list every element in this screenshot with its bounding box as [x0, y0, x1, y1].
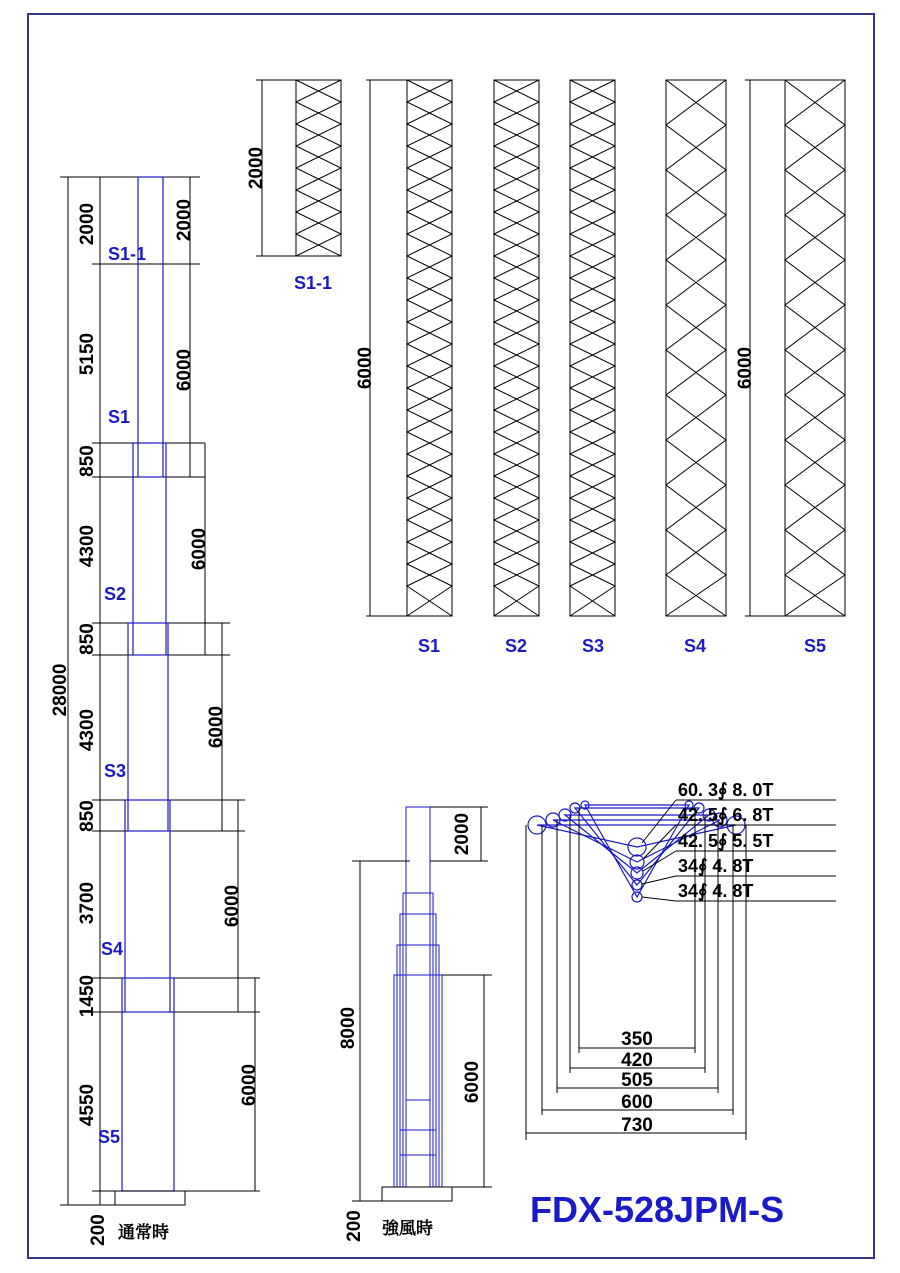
storm-base-dim: 200 — [344, 1210, 365, 1242]
label-s3: S3 — [104, 761, 127, 781]
seg-dim-7: 850 — [77, 800, 98, 832]
section-details — [256, 80, 845, 616]
pipe-spec-4: 34∮ 4. 8T — [678, 856, 754, 876]
seg-dim-3: 850 — [77, 445, 98, 477]
label-s2: S2 — [104, 584, 127, 604]
s1-1-caption: S1-1 — [294, 273, 333, 293]
s1-1-length: 2000 — [246, 146, 267, 190]
normal-section-dims — [174, 199, 260, 1106]
cross-section-dims — [526, 800, 836, 1140]
mast-storm — [394, 807, 442, 1187]
storm-overall-dim: 8000 — [338, 1006, 359, 1050]
seg-dim-2: 5150 — [77, 332, 98, 376]
seg-dim-6: 4300 — [77, 708, 98, 752]
label-s1: S1 — [108, 407, 131, 427]
base-offset-dim: 200 — [88, 1214, 109, 1246]
sec-dim-6: 6000 — [239, 1063, 260, 1107]
mast-storm-dims — [352, 807, 492, 1201]
pipe-spec-1: 60. 3∮ 8. 0T — [678, 780, 774, 800]
width-420: 420 — [621, 1050, 653, 1071]
label-s5: S5 — [98, 1127, 121, 1147]
cross-section-texts — [621, 780, 773, 1136]
section-s2 — [494, 80, 539, 616]
caption-s1: S1 — [418, 636, 441, 656]
caption-storm: 強風時 — [382, 1219, 433, 1239]
label-s4: S4 — [101, 939, 124, 959]
caption-normal: 通常時 — [118, 1223, 169, 1243]
base-plate — [115, 1191, 185, 1205]
seg-dim-5: 850 — [77, 623, 98, 655]
width-350: 350 — [621, 1029, 653, 1050]
sec-dim-5: 6000 — [222, 884, 243, 928]
sec-dim-2: 6000 — [174, 348, 195, 392]
caption-s2: S2 — [505, 636, 528, 656]
model-title: FDX-528JPM-S — [530, 1189, 785, 1230]
storm-section-dim: 6000 — [462, 1060, 483, 1104]
section-s5 — [785, 80, 845, 616]
width-730: 730 — [621, 1115, 653, 1136]
sec-dim-3: 6000 — [189, 527, 210, 571]
section-detail-texts — [246, 147, 826, 656]
seg-dim-8: 3700 — [77, 881, 98, 925]
pipe-spec-5: 34∮ 4. 8T — [678, 881, 754, 901]
caption-s5: S5 — [804, 636, 827, 656]
section-s1 — [407, 80, 452, 616]
storm-top-dim: 2000 — [452, 812, 473, 856]
seg-dim-9: 1450 — [77, 974, 98, 1018]
section-s4 — [666, 80, 726, 616]
sec-dim-1: 2000 — [174, 198, 195, 242]
label-s1-1: S1-1 — [108, 244, 147, 264]
pipe-spec-3: 42. 5∮ 5. 5T — [678, 831, 774, 851]
width-505: 505 — [621, 1070, 653, 1091]
pipe-spec-2: 42. 5∮ 6. 8T — [678, 805, 774, 825]
section-s1-1 — [296, 80, 341, 256]
mast-normal-body — [122, 177, 174, 1191]
caption-s3: S3 — [582, 636, 605, 656]
mast-normal — [60, 177, 260, 1205]
overall-dim: 28000 — [50, 663, 71, 717]
width-600: 600 — [621, 1092, 653, 1113]
seg-dim-4: 4300 — [77, 524, 98, 568]
sheet-frame — [28, 14, 874, 1258]
sec-dim-4: 6000 — [206, 705, 227, 749]
section-s3 — [570, 80, 615, 616]
caption-s4: S4 — [684, 636, 707, 656]
s1-length: 6000 — [355, 346, 376, 390]
seg-dim-1: 2000 — [77, 202, 98, 246]
seg-dim-10: 4550 — [77, 1083, 98, 1127]
s5-length: 6000 — [735, 346, 756, 390]
